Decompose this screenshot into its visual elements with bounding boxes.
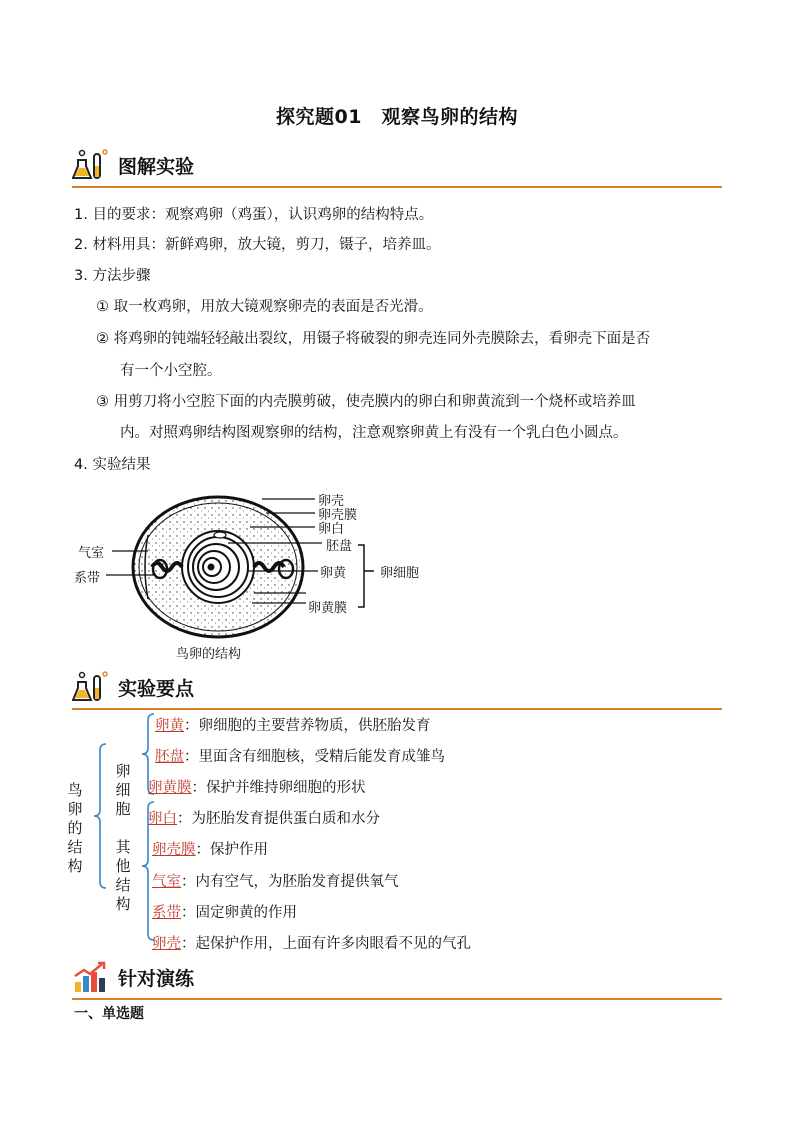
section-header-diagram [72,146,722,188]
kp-desc: ：内有空气，为胚胎发育提供氧气 [181,874,399,890]
label-egg-cell: 卵细胞 [380,566,420,581]
kp-desc: ：卵细胞的主要营养物质，供胚胎发育 [184,718,431,734]
kp-term: 胚盘 [155,749,184,765]
kp-term: 气室 [152,874,181,890]
substep-3-line2: 内。对照鸡卵结构图观察卵的结构，注意观察卵黄上有没有一个乳白色小圆点。 [120,425,628,441]
kp-desc: ：保护作用 [195,842,268,858]
section-header-practice [72,958,722,1000]
label-shell-membrane: 卵壳膜 [318,508,358,523]
kp-row [148,807,380,828]
step-3: 3. 方法步骤 [74,268,151,284]
step-2: 2. 材料用具：新鲜鸡卵，放大镜，剪刀，镊子，培养皿。 [74,237,441,253]
figure-caption: 鸟卵的结构 [176,647,242,662]
tree-group-egg-cell: 卵细胞 [115,762,131,818]
kp-term: 卵黄膜 [148,780,192,796]
kp-desc: ：起保护作用，上面有许多肉眼看不见的气孔 [181,936,471,952]
kp-row [152,838,268,859]
step-4: 4. 实验结果 [74,457,151,473]
section-title: 图解实验 [118,156,195,178]
substep-2-line1: ② 将鸡卵的钝端轻轻敲出裂纹，用镊子将破裂的卵壳连同外壳膜除去，看卵壳下面是否 [96,331,651,347]
section-title: 针对演练 [118,968,195,990]
substep-1: ① 取一枚鸡卵，用放大镜观察卵壳的表面是否光滑。 [96,299,433,315]
kp-desc: ：固定卵黄的作用 [181,905,297,921]
step-1: 1. 目的要求：观察鸡卵（鸡蛋），认识鸡卵的结构特点。 [74,207,434,223]
lab-flask-icon [72,668,110,706]
kp-desc: ：保护并维持卵细胞的形状 [191,780,366,796]
kp-row [152,932,471,953]
substep-2-line2: 有一个小空腔。 [120,363,222,379]
section-title: 实验要点 [118,678,195,700]
kp-row [152,901,297,922]
substep-3-line1: ③ 用剪刀将小空腔下面的内壳膜剪破，使壳膜内的卵白和卵黄流到一个烧杯或培养皿 [96,394,636,410]
bar-chart-growth-icon [72,958,110,996]
label-germinal-disc: 胚盘 [326,539,353,554]
question-type-heading: 一、单选题 [74,1006,144,1022]
label-chalaza: 系带 [74,571,101,586]
label-shell: 卵壳 [318,494,345,509]
kp-term: 卵白 [148,811,177,827]
kp-row [152,870,399,891]
label-yolk-membrane: 卵黄膜 [308,601,348,616]
label-albumen: 卵白 [318,522,345,537]
kp-desc: ：为胚胎发育提供蛋白质和水分 [177,811,380,827]
tree-braces [90,712,160,952]
lab-flask-icon [72,146,110,184]
kp-term: 卵壳 [152,936,181,952]
tree-group-other: 其他结构 [115,838,131,913]
label-air-cell: 气室 [78,546,105,561]
germinal-disc [214,532,226,538]
kp-row [155,745,445,766]
section-header-keypoints [72,668,722,710]
kp-term: 系带 [152,905,181,921]
label-yolk: 卵黄 [320,566,347,581]
kp-term: 卵壳膜 [152,842,196,858]
kp-row [148,776,366,797]
page-title: 探究题01 观察鸟卵的结构 [276,106,518,128]
tree-root-label: 鸟卵的结构 [67,781,83,875]
kp-desc: ：里面含有细胞核，受精后能发育成雏鸟 [184,749,445,765]
kp-term: 卵黄 [155,718,184,734]
kp-row [155,714,431,735]
